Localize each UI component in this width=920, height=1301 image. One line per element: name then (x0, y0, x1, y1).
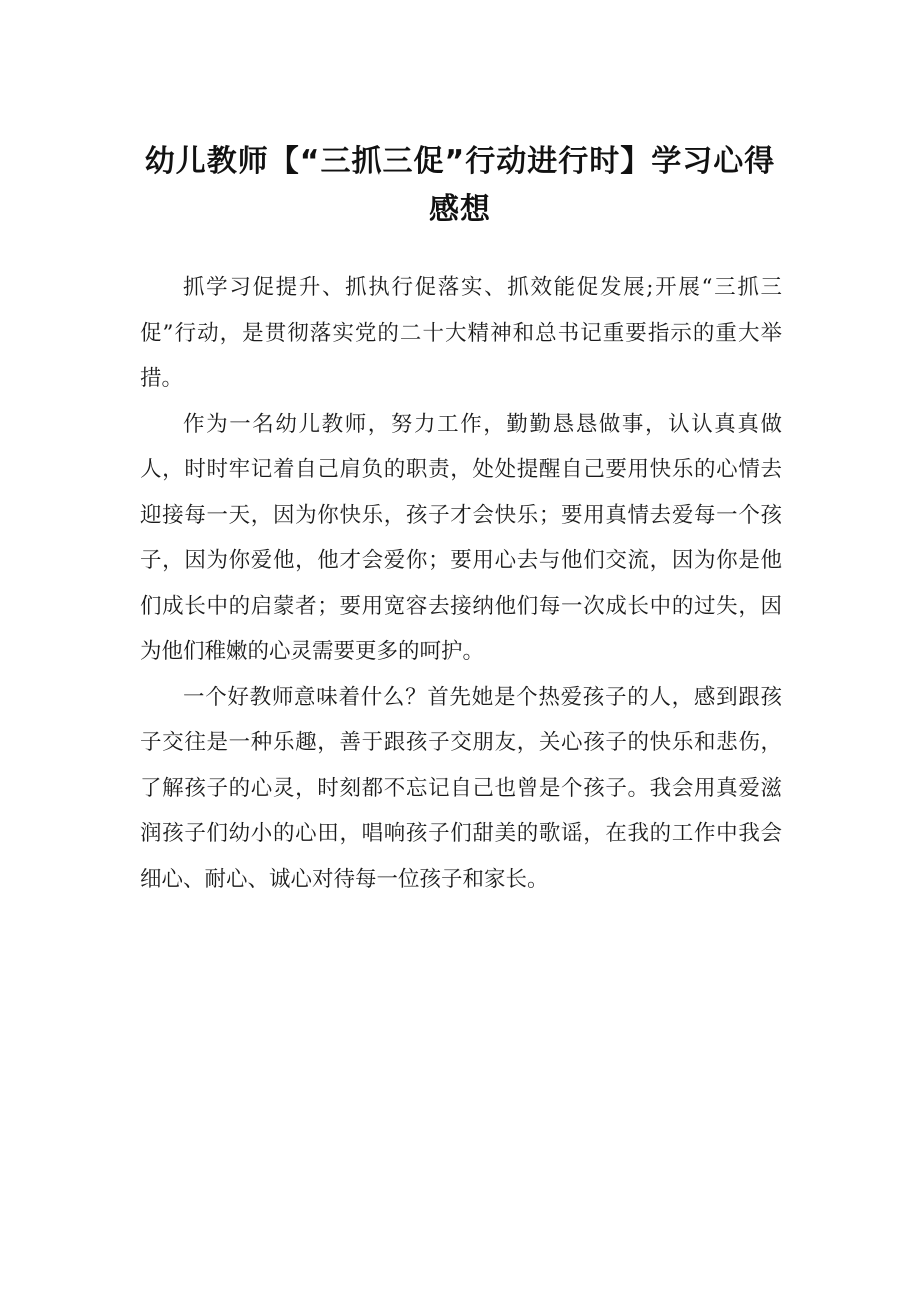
document-title: 幼儿教师【“三抓三促”行动进行时】学习心得感想 (144, 144, 776, 227)
paragraph-2: 作为一名幼儿教师，努力工作，勤勤恳恳做事，认认真真做人，时时牢记着自己肩负的职责，处处提醒自己要用快乐的心情去迎接每一天，因为你快乐，孩子才会快乐；要用真情去爱每一个孩子，因为你爱他，他才会爱你；要用心去与他们交流，因为你是他们成长中的启蒙者；要用宽容去接纳他们每一次成长中的过失，因为他们稚嫩的心灵需要更多的呵护。 (140, 411, 782, 664)
paragraph-1: 抓学习促提升、抓执行促落实、抓效能促发展;开展“三抓三促”行动，是贯彻落实党的二十大精神和总书记重要指示的重大举措。 (140, 275, 782, 391)
document-body (140, 265, 782, 902)
paragraph-3: 一个好教师意味着什么？首先她是个热爱孩子的人，感到跟孩子交往是一种乐趣，善于跟孩子交朋友，关心孩子的快乐和悲伤，了解孩子的心灵，时刻都不忘记自己也曾是个孩子。我会用真爱滋润孩子们幼小的心田，唱响孩子们甜美的歌谣，在我的工作中我会细心、耐心、诚心对待每一位孩子和家长。 (140, 684, 782, 892)
